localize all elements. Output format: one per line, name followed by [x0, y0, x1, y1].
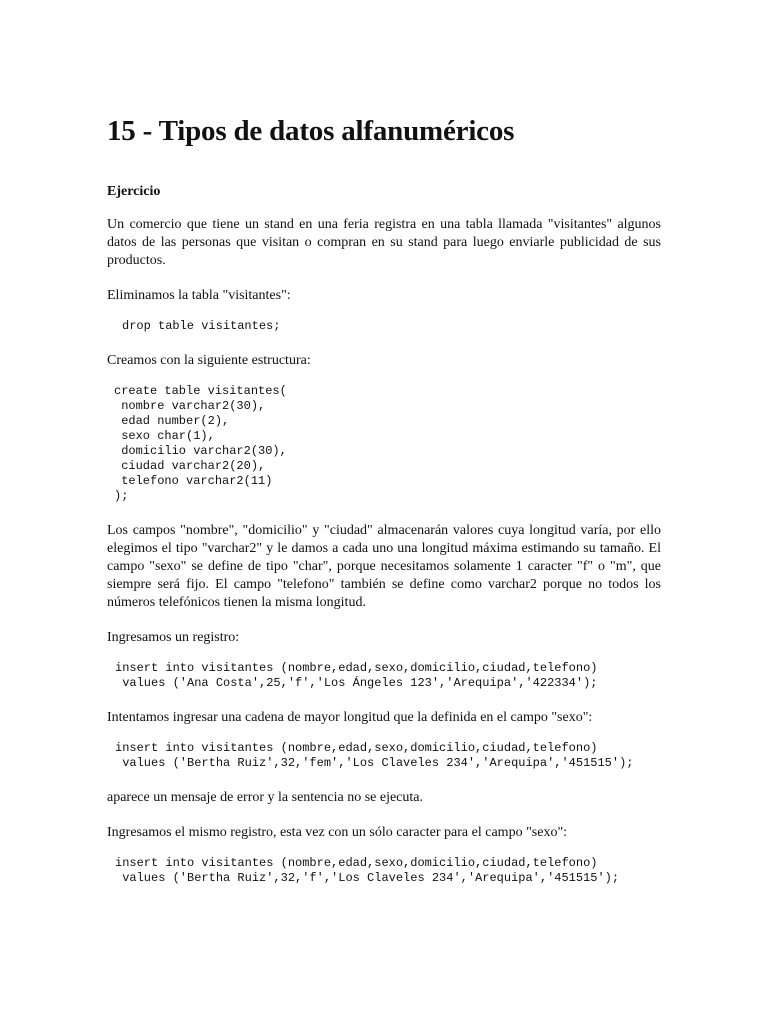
paragraph-intro: Un comercio que tiene un stand en una feria registra en una tabla llamada "visitantes" algunos datos de las personas que visitan o compran en su stand para luego enviarle publicidad de sus productos. — [107, 217, 661, 268]
code-block-create: create table visitantes( nombre varchar2(30), edad number(2), sexo char(1), domicilio varchar2(30), ciudad varchar2(20), telefono varchar2(11) ); — [114, 384, 287, 503]
paragraph-drop: Eliminamos la tabla "visitantes": — [107, 288, 291, 303]
code-block-insert-ok: insert into visitantes (nombre,edad,sexo,domicilio,ciudad,telefono) values ('Bertha Ruiz',32,'f','Los Claveles 234','Arequipa','451515'); — [115, 856, 620, 885]
paragraph-insert: Ingresamos un registro: — [107, 630, 240, 645]
section-heading: Ejercicio — [107, 184, 161, 199]
paragraph-longer: Intentamos ingresar una cadena de mayor longitud que la definida en el campo "sexo": — [107, 710, 593, 725]
paragraph-retry: Ingresamos el mismo registro, esta vez con un sólo caracter para el campo "sexo": — [107, 825, 568, 840]
code-block-drop: drop table visitantes; — [122, 319, 281, 333]
paragraph-fields: Los campos "nombre", "domicilio" y "ciudad" almacenarán valores cuya longitud varía, por ello elegimos el tipo "varchar2" y le damos a cada uno una longitud máxima estimando su tamaño. El campo "sexo" se define de tipo "char", porque necesitamos solamente 1 caracter "f" o "m", que siempre será fijo. El campo "telefono" también se define como varchar2 porque no todos los números telefónicos tienen la misma longitud. — [107, 523, 661, 610]
paragraph-create: Creamos con la siguiente estructura: — [107, 353, 311, 368]
paragraph-error: aparece un mensaje de error y la sentencia no se ejecuta. — [107, 790, 423, 805]
page-title: 15 - Tipos de datos alfanuméricos — [107, 115, 515, 147]
code-block-insert-error: insert into visitantes (nombre,edad,sexo,domicilio,ciudad,telefono) values ('Bertha Ruiz',32,'fem','Los Claveles 234','Arequipa','451515'); — [115, 741, 634, 770]
code-block-insert: insert into visitantes (nombre,edad,sexo,domicilio,ciudad,telefono) values ('Ana Costa',25,'f','Los Ángeles 123','Arequipa','422334'); — [115, 661, 598, 690]
